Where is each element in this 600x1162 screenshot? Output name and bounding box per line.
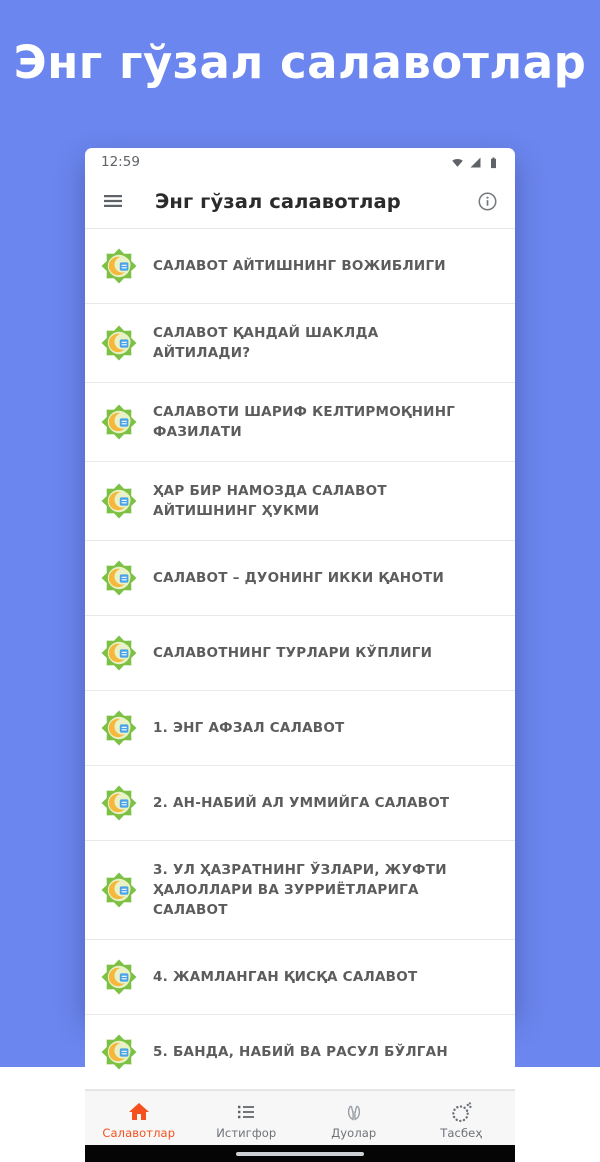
bottom-navigation — [85, 1090, 515, 1145]
cell-signal-icon — [468, 155, 483, 170]
salawat-star-crescent-icon — [101, 325, 137, 361]
page-title: Энг гўзал салавотлар — [13, 36, 587, 89]
wifi-icon — [450, 155, 465, 170]
list-item[interactable] — [85, 462, 515, 541]
tab-label: Тасбеҳ — [440, 1125, 483, 1140]
salawat-star-crescent-icon — [101, 404, 137, 440]
list-item-label: САЛАВОТ АЙТИШНИНГ ВОЖИБЛИГИ — [153, 258, 446, 274]
list-item[interactable] — [85, 1015, 515, 1090]
status-time: 12:59 — [101, 154, 140, 170]
list-item[interactable] — [85, 229, 515, 304]
list-item[interactable] — [85, 940, 515, 1015]
status-icons — [450, 155, 501, 170]
list-item[interactable] — [85, 383, 515, 462]
salawat-star-crescent-icon — [101, 785, 137, 821]
tab-duolar[interactable] — [300, 1091, 408, 1145]
list-item[interactable] — [85, 616, 515, 691]
list-item-label: 4. ЖАМЛАНГАН ҚИСҚА САЛАВОТ — [153, 969, 418, 985]
tab-label: Дуолар — [331, 1125, 377, 1140]
list-item[interactable] — [85, 541, 515, 616]
phone-screenshot — [85, 148, 515, 1140]
salawat-star-crescent-icon — [101, 635, 137, 671]
battery-icon — [486, 155, 501, 170]
system-navigation-bar — [85, 1145, 515, 1162]
tasbih-beads-icon — [449, 1100, 473, 1124]
list-item[interactable] — [85, 766, 515, 841]
status-bar — [85, 148, 515, 174]
list-item-label: САЛАВОТ ҚАНДАЙ ШАКЛДА АЙТИЛАДИ? — [153, 325, 379, 361]
app-bar — [85, 174, 515, 229]
salawat-star-crescent-icon — [101, 248, 137, 284]
hamburger-menu-icon[interactable] — [101, 189, 125, 213]
salawat-star-crescent-icon — [101, 483, 137, 519]
bullet-list-icon — [234, 1100, 258, 1124]
info-icon[interactable] — [476, 190, 499, 213]
list-item[interactable] — [85, 691, 515, 766]
tab-tasbeh[interactable] — [408, 1091, 516, 1145]
topics-list — [85, 229, 515, 1090]
list-item-label: 3. УЛ ҲАЗРАТНИНГ ЎЗЛАРИ, ЖУФТИ ҲАЛОЛЛАРИ ВА ЗУРРИЁТЛАРИГА САЛАВОТ — [153, 862, 447, 918]
list-item[interactable] — [85, 304, 515, 383]
list-item-label: САЛАВОТ – ДУОНИНГ ИККИ ҚАНОТИ — [153, 570, 445, 586]
list-item-label: ҲАР БИР НАМОЗДА САЛАВОТ АЙТИШНИНГ ҲУКМИ — [153, 483, 387, 519]
app-bar-title: Энг гўзал салавотлар — [155, 189, 401, 213]
list-item-label: САЛАВОТНИНГ ТУРЛАРИ КЎПЛИГИ — [153, 645, 433, 661]
tab-salavotlar[interactable] — [85, 1091, 193, 1145]
tab-label: Салавотлар — [102, 1125, 176, 1140]
list-item[interactable] — [85, 841, 515, 940]
tab-istigfor[interactable] — [193, 1091, 301, 1145]
gesture-pill[interactable] — [236, 1152, 364, 1156]
home-icon — [127, 1100, 151, 1124]
salawat-star-crescent-icon — [101, 872, 137, 908]
list-item-label: САЛАВОТИ ШАРИФ КЕЛТИРМОҚНИНГ ФАЗИЛАТИ — [153, 404, 456, 440]
salawat-star-crescent-icon — [101, 959, 137, 995]
tab-label: Истигфор — [216, 1125, 277, 1140]
praying-hands-icon — [342, 1100, 366, 1124]
list-item-label: 2. АН-НАБИЙ АЛ УММИЙГА САЛАВОТ — [153, 795, 450, 811]
salawat-star-crescent-icon — [101, 1034, 137, 1070]
salawat-star-crescent-icon — [101, 710, 137, 746]
list-item-label: 5. БАНДА, НАБИЙ ВА РАСУЛ БЎЛГАН — [153, 1044, 448, 1060]
salawat-star-crescent-icon — [101, 560, 137, 596]
list-item-label: 1. ЭНГ АФЗАЛ САЛАВОТ — [153, 720, 345, 736]
